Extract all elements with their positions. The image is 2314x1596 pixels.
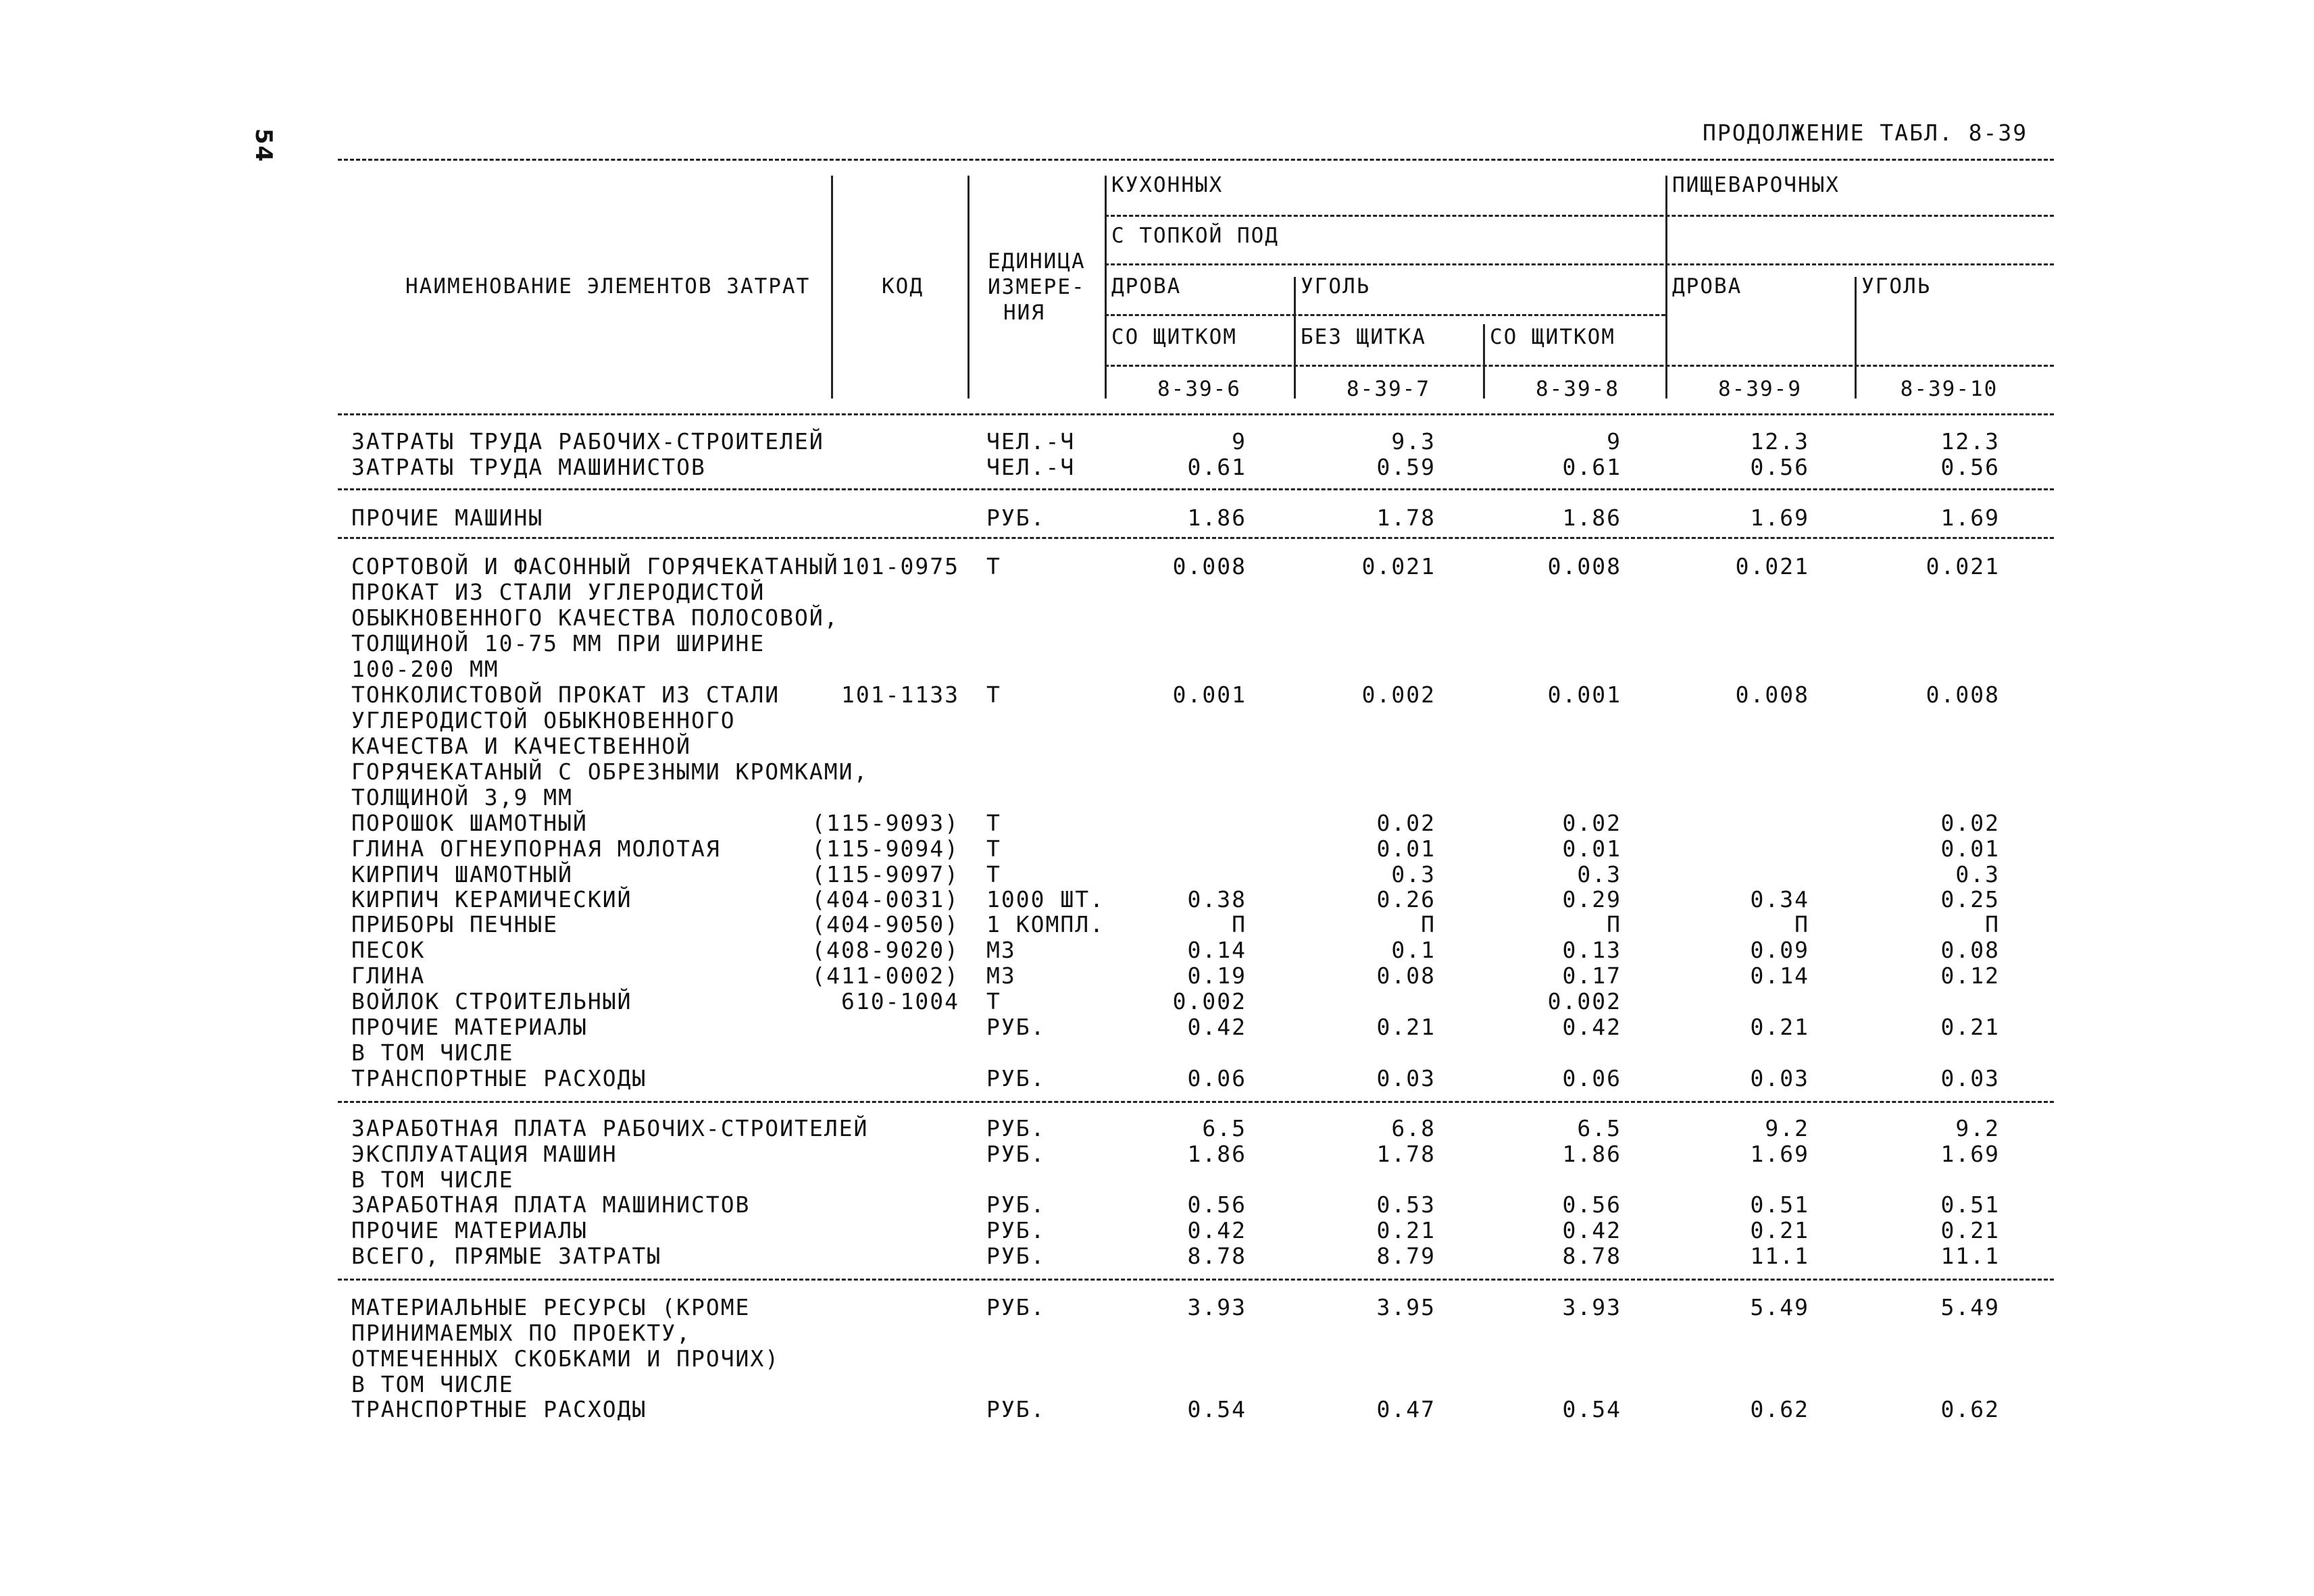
row-value: 0.54 <box>1562 1396 1621 1422</box>
row-value: 0.13 <box>1562 937 1621 963</box>
row-value: 0.03 <box>1376 1065 1436 1091</box>
header-rule <box>1105 314 1665 316</box>
row-value: 0.47 <box>1376 1396 1436 1422</box>
row-value: 0.008 <box>1172 553 1247 580</box>
row-value: 1.69 <box>1940 1141 2000 1167</box>
row-value: 0.03 <box>1940 1065 2000 1091</box>
row-value: 0.14 <box>1750 962 1809 989</box>
row-value: 3.95 <box>1376 1294 1436 1320</box>
row-value: 9.2 <box>1765 1115 1809 1141</box>
row-value: 0.08 <box>1940 937 2000 963</box>
row-unit: Т <box>986 681 1001 708</box>
row-name: ЗАТРАТЫ ТРУДА МАШИНИСТОВ <box>351 454 706 480</box>
row-value: 0.002 <box>1172 988 1247 1014</box>
row-code: 610-1004 <box>841 988 959 1014</box>
header-cooking: ПИЩЕВАРОЧНЫХ <box>1672 173 1840 197</box>
row-value: 0.42 <box>1187 1014 1247 1040</box>
row-value: 0.21 <box>1750 1014 1809 1040</box>
row-value: 0.53 <box>1376 1191 1436 1218</box>
header-coal-2: УГОЛЬ <box>1861 274 1932 299</box>
row-value: 0.021 <box>1926 553 2000 580</box>
section-rule <box>338 488 2054 490</box>
row-value: 0.001 <box>1172 681 1247 708</box>
row-value: 0.26 <box>1376 886 1436 912</box>
row-name: В ТОМ ЧИСЛЕ <box>351 1371 514 1397</box>
row-value: 0.21 <box>1940 1217 2000 1243</box>
row-value: 0.01 <box>1376 835 1436 862</box>
column-divider-values <box>1105 176 1107 398</box>
row-value: 0.59 <box>1376 454 1436 480</box>
row-value: 0.14 <box>1187 937 1247 963</box>
row-value: 0.38 <box>1187 886 1247 912</box>
row-value: 5.49 <box>1750 1294 1809 1320</box>
row-value: 0.01 <box>1940 835 2000 862</box>
row-name: ТОНКОЛИСТОВОЙ ПРОКАТ ИЗ СТАЛИ <box>351 681 780 708</box>
row-unit: Т <box>986 835 1001 862</box>
row-name: КАЧЕСТВА И КАЧЕСТВЕННОЙ <box>351 733 691 759</box>
row-name: УГЛЕРОДИСТОЙ ОБЫКНОВЕННОГО <box>351 707 736 733</box>
row-unit: Т <box>986 988 1001 1014</box>
row-name: ГЛИНА <box>351 962 426 989</box>
row-value: 0.42 <box>1562 1014 1621 1040</box>
row-unit: М3 <box>986 962 1016 989</box>
row-name: ОБЫКНОВЕННОГО КАЧЕСТВА ПОЛОСОВОЙ, <box>351 604 839 631</box>
row-value: 0.008 <box>1547 553 1621 580</box>
row-value: 0.02 <box>1940 810 2000 836</box>
row-name: ВСЕГО, ПРЯМЫЕ ЗАТРАТЫ <box>351 1243 662 1269</box>
row-name: ПРИНИМАЕМЫХ ПО ПРОЕКТУ, <box>351 1320 691 1346</box>
table-top-rule <box>338 159 2054 161</box>
row-unit: 1 КОМПЛ. <box>986 911 1105 937</box>
row-value: 0.09 <box>1750 937 1809 963</box>
row-code: (115-9097) <box>811 861 959 887</box>
row-value: 0.008 <box>1926 681 2000 708</box>
row-name: ТОЛЩИНОЙ 3,9 ММ <box>351 784 574 810</box>
header-table-code: 8-39-8 <box>1536 377 1619 401</box>
row-unit: РУБ. <box>986 1141 1046 1167</box>
row-name: ТРАНСПОРТНЫЕ РАСХОДЫ <box>351 1065 647 1091</box>
row-code: (404-9050) <box>811 911 959 937</box>
row-value: 1.78 <box>1376 505 1436 531</box>
row-name: КИРПИЧ КЕРАМИЧЕСКИЙ <box>351 886 632 912</box>
row-value: 0.1 <box>1391 937 1436 963</box>
row-value: 0.08 <box>1376 962 1436 989</box>
row-unit: РУБ. <box>986 1294 1046 1320</box>
row-value: 0.3 <box>1577 861 1621 887</box>
row-name: ПОРОШОК ШАМОТНЫЙ <box>351 810 588 836</box>
row-unit: РУБ. <box>986 1014 1046 1040</box>
header-kitchen: КУХОННЫХ <box>1111 173 1224 197</box>
row-name: КИРПИЧ ШАМОТНЫЙ <box>351 861 574 887</box>
row-value: 0.29 <box>1562 886 1621 912</box>
row-unit: РУБ. <box>986 1217 1046 1243</box>
row-value: 8.78 <box>1187 1243 1247 1269</box>
row-value: 1.69 <box>1750 505 1809 531</box>
row-value: 0.61 <box>1187 454 1247 480</box>
row-value: 12.3 <box>1940 428 2000 455</box>
header-without-shield: БЕЗ ЩИТКА <box>1301 325 1426 349</box>
row-value: П <box>1232 911 1247 937</box>
row-name: В ТОМ ЧИСЛЕ <box>351 1039 514 1066</box>
row-value: 5.49 <box>1940 1294 2000 1320</box>
row-value: 0.54 <box>1187 1396 1247 1422</box>
row-value: 0.51 <box>1750 1191 1809 1218</box>
row-value: 0.3 <box>1391 861 1436 887</box>
row-code: (408-9020) <box>811 937 959 963</box>
header-unit-1: ЕДИНИЦА <box>988 249 1086 274</box>
row-value: 0.021 <box>1735 553 1809 580</box>
row-unit: Т <box>986 810 1001 836</box>
row-unit: РУБ. <box>986 1065 1046 1091</box>
header-unit-3: НИЯ <box>1003 301 1045 325</box>
row-name: ВОЙЛОК СТРОИТЕЛЬНЫЙ <box>351 988 632 1014</box>
header-name: НАИМЕНОВАНИЕ ЭЛЕМЕНТОВ ЗАТРАТ <box>405 274 811 299</box>
row-value: 11.1 <box>1750 1243 1809 1269</box>
header-table-code: 8-39-9 <box>1718 377 1802 401</box>
row-unit: Т <box>986 553 1001 580</box>
row-name: СОРТОВОЙ И ФАСОННЫЙ ГОРЯЧЕКАТАНЫЙ <box>351 553 839 580</box>
row-value: 11.1 <box>1940 1243 2000 1269</box>
row-value: 6.8 <box>1391 1115 1436 1141</box>
row-value: 8.79 <box>1376 1243 1436 1269</box>
row-unit: ЧЕЛ.-Ч <box>986 454 1076 480</box>
row-unit: РУБ. <box>986 505 1046 531</box>
header-bottom-rule <box>338 413 2054 415</box>
row-value: П <box>1794 911 1809 937</box>
row-value: П <box>1421 911 1436 937</box>
row-value: 0.25 <box>1940 886 2000 912</box>
row-name: ЗАРАБОТНАЯ ПЛАТА РАБОЧИХ-СТРОИТЕЛЕЙ <box>351 1115 869 1141</box>
row-value: 0.03 <box>1750 1065 1809 1091</box>
row-value: 0.34 <box>1750 886 1809 912</box>
row-name: 100-200 ММ <box>351 656 499 682</box>
row-value: 3.93 <box>1187 1294 1247 1320</box>
row-value: 1.86 <box>1187 505 1247 531</box>
section-rule <box>338 537 2054 539</box>
row-value: 0.62 <box>1750 1396 1809 1422</box>
row-value: 1.78 <box>1376 1141 1436 1167</box>
row-value: 1.86 <box>1562 1141 1621 1167</box>
row-value: 0.61 <box>1562 454 1621 480</box>
row-value: 0.06 <box>1187 1065 1247 1091</box>
page-number: 54 <box>250 128 277 163</box>
row-name: МАТЕРИАЛЬНЫЕ РЕСУРСЫ (КРОМЕ <box>351 1294 751 1320</box>
section-rule <box>338 1279 2054 1281</box>
row-name: ПРОКАТ ИЗ СТАЛИ УГЛЕРОДИСТОЙ <box>351 579 765 605</box>
row-value: 6.5 <box>1202 1115 1247 1141</box>
row-code: 101-0975 <box>841 553 959 580</box>
row-name: ПРИБОРЫ ПЕЧНЫЕ <box>351 911 559 937</box>
header-rule <box>1105 215 2054 217</box>
section-rule <box>338 1101 2054 1103</box>
row-name: ТРАНСПОРТНЫЕ РАСХОДЫ <box>351 1396 647 1422</box>
row-value: 8.78 <box>1562 1243 1621 1269</box>
header-rule <box>1105 263 2054 265</box>
row-name: ГОРЯЧЕКАТАНЫЙ С ОБРЕЗНЫМИ КРОМКАМИ, <box>351 758 869 785</box>
row-value: 0.002 <box>1547 988 1621 1014</box>
row-value: 0.21 <box>1750 1217 1809 1243</box>
row-value: 0.17 <box>1562 962 1621 989</box>
row-value: 0.21 <box>1376 1014 1436 1040</box>
row-value: 1.86 <box>1562 505 1621 531</box>
row-name: ТОЛЩИНОЙ 10-75 ММ ПРИ ШИРИНЕ <box>351 630 765 657</box>
row-value: 0.19 <box>1187 962 1247 989</box>
row-value: 0.008 <box>1735 681 1809 708</box>
row-value: 9.3 <box>1391 428 1436 455</box>
header-wood-2: ДРОВА <box>1672 274 1742 299</box>
column-divider-code <box>831 176 833 398</box>
row-name: ПРОЧИЕ МАТЕРИАЛЫ <box>351 1014 588 1040</box>
row-value: 0.62 <box>1940 1396 2000 1422</box>
row-name: ЗАТРАТЫ ТРУДА РАБОЧИХ-СТРОИТЕЛЕЙ <box>351 428 824 455</box>
header-table-code: 8-39-6 <box>1157 377 1241 401</box>
row-name: ЭКСПЛУАТАЦИЯ МАШИН <box>351 1141 618 1167</box>
row-name: ПЕСОК <box>351 937 426 963</box>
row-value: 0.56 <box>1562 1191 1621 1218</box>
row-value: 0.001 <box>1547 681 1621 708</box>
header-rule <box>1105 365 2054 367</box>
row-value: 0.06 <box>1562 1065 1621 1091</box>
header-coal-1: УГОЛЬ <box>1301 274 1371 299</box>
row-value: 6.5 <box>1577 1115 1621 1141</box>
row-value: П <box>1607 911 1621 937</box>
row-value: 0.02 <box>1562 810 1621 836</box>
row-code: (404-0031) <box>811 886 959 912</box>
row-value: 12.3 <box>1750 428 1809 455</box>
row-value: 0.02 <box>1376 810 1436 836</box>
header-with-shield-2: СО ЩИТКОМ <box>1490 325 1615 349</box>
header-table-code: 8-39-10 <box>1900 377 1998 401</box>
row-code: (115-9093) <box>811 810 959 836</box>
row-unit: РУБ. <box>986 1191 1046 1218</box>
header-firebox: С ТОПКОЙ ПОД <box>1111 224 1279 248</box>
row-unit: М3 <box>986 937 1016 963</box>
row-unit: РУБ. <box>986 1396 1046 1422</box>
column-divider <box>1665 176 1667 398</box>
row-unit: 1000 ШТ. <box>986 886 1105 912</box>
row-value: 0.56 <box>1750 454 1809 480</box>
row-value: 0.21 <box>1940 1014 2000 1040</box>
row-unit: ЧЕЛ.-Ч <box>986 428 1076 455</box>
row-name: ОТМЕЧЕННЫХ СКОБКАМИ И ПРОЧИХ) <box>351 1345 780 1372</box>
row-value: 0.56 <box>1940 454 2000 480</box>
row-value: 0.51 <box>1940 1191 2000 1218</box>
column-divider-unit <box>967 176 970 398</box>
row-code: 101-1133 <box>841 681 959 708</box>
row-unit: РУБ. <box>986 1243 1046 1269</box>
row-value: 9.2 <box>1955 1115 2000 1141</box>
row-name: ПРОЧИЕ МАШИНЫ <box>351 505 544 531</box>
row-value: 9 <box>1232 428 1247 455</box>
row-value: 0.021 <box>1361 553 1436 580</box>
row-value: 1.69 <box>1750 1141 1809 1167</box>
continuation-title: ПРОДОЛЖЕНИЕ ТАБЛ. 8-39 <box>1703 120 2028 146</box>
header-code: КОД <box>882 274 924 299</box>
row-value: 3.93 <box>1562 1294 1621 1320</box>
header-table-code: 8-39-7 <box>1347 377 1430 401</box>
row-value: 0.21 <box>1376 1217 1436 1243</box>
row-value: 0.42 <box>1562 1217 1621 1243</box>
row-value: 9 <box>1607 428 1621 455</box>
row-value: 1.69 <box>1940 505 2000 531</box>
row-value: 0.56 <box>1187 1191 1247 1218</box>
row-value: П <box>1985 911 2000 937</box>
row-value: 0.42 <box>1187 1217 1247 1243</box>
row-value: 0.12 <box>1940 962 2000 989</box>
row-unit: РУБ. <box>986 1115 1046 1141</box>
row-name: ПРОЧИЕ МАТЕРИАЛЫ <box>351 1217 588 1243</box>
row-unit: Т <box>986 861 1001 887</box>
header-with-shield-1: СО ЩИТКОМ <box>1111 325 1237 349</box>
row-value: 0.3 <box>1955 861 2000 887</box>
header-unit-2: ИЗМЕРЕ- <box>988 275 1086 299</box>
row-code: (411-0002) <box>811 962 959 989</box>
header-wood-1: ДРОВА <box>1111 274 1182 299</box>
row-value: 0.002 <box>1361 681 1436 708</box>
row-value: 0.01 <box>1562 835 1621 862</box>
row-value: 1.86 <box>1187 1141 1247 1167</box>
row-name: ЗАРАБОТНАЯ ПЛАТА МАШИНИСТОВ <box>351 1191 751 1218</box>
row-code: (115-9094) <box>811 835 959 862</box>
row-name: ГЛИНА ОГНЕУПОРНАЯ МОЛОТАЯ <box>351 835 721 862</box>
row-name: В ТОМ ЧИСЛЕ <box>351 1166 514 1193</box>
